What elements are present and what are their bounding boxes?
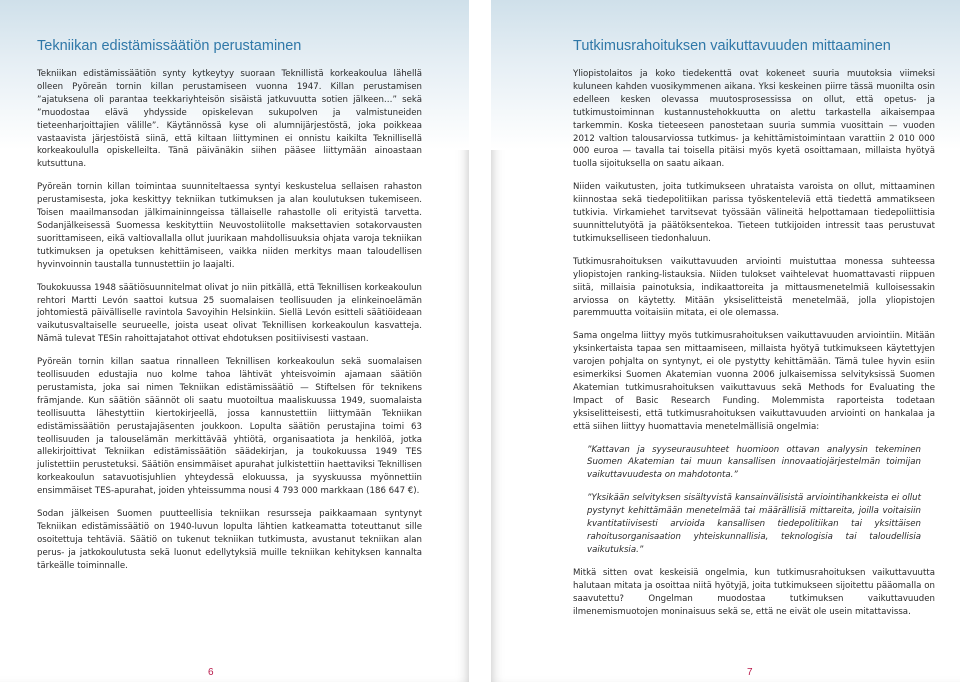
paragraph: Yliopistolaitos ja koko tiedekenttä ovat kokeneet suuria muutoksia viimeksi kuluneen kahden vuosikymmenen aikana. Yksi keskeinen piirre tässä muonilta osin edelleen kesken olevassa muutosprosessissa on ollut, että opetus- ja tutkimustoiminnan kustannustehokkuutta on alettu tarkastella aikaisempaa tarkemmin. Koska tieteeseen panostetaan suuria summia vuosittain — vuoden 2012 valtion talousarviossa tutkimus- ja kehittämistoimintaan varattiin 2 010 000 000 euroa — tavalla tai toisella pitäisi myös kyetä osoittamaan, millaista hyötyä tuolla sijoituksella on saatu aikaan. — [573, 69, 935, 170]
block-quote: ”Kattavan ja syyseurausuhteet huomioon ottavan analyysin tekeminen Suomen Akatemian tai muun kansallisen innovaatiojärjestelmän toimijan vaikuttavuudesta on mahdotonta.” — [587, 444, 921, 481]
paragraph: Sodan jälkeisen Suomen puutteellisia tekniikan resursseja paikkaamaan syntynyt Tekniikan edistämissäätiö on 1940-luvun lopulta lähtien katkeamatta toteuttanut sille osoitettuja tehtäviä. Säätiö on tukenut tekniikan tutkimusta, avustanut tekniikan alan perus- ja jatkokoulutusta sekä luonut edellytyksiä muille tekniikan kehityksen kannalta tärkeälle toiminnalle. — [37, 509, 422, 571]
paragraph: Tutkimusrahoituksen vaikuttavuuden arviointi muistuttaa monessa suhteessa yliopistojen ranking-listauksia. Niiden tulokset vaihtelevat huomattavasti riippuen siitä, millaisia painotuksia, indikaattoreita ja mittausmenetelmiä kulloisessakin arviossa on käytetty. Mitään yksiselitteistä menetelmää, jolla yliopistojen paremmuutta voitaisiin mitata, ei ole olemassa. — [573, 256, 935, 319]
paragraph: Pyöreän tornin killan toimintaa suunniteltaessa syntyi keskustelua sellaisen rahaston perustamisesta, joka keskittyy tekniikan tutkimuksen ja alan koulutuksen tukemiseen. Toisen maailmansodan jälkimaininngeissa tällaiselle rahastolle oli erityistä tarvetta. Sodanjälkeisessä Suomessa keskityttiin Neuvostoliitolle maksettavien sotakorvausten suorittamiseen, eikä valtiovallalla ollut juurikaan mahdollisuuksia ohjata varoja tekniikan tutkimuksen ja opetuksen kehittämiseen, vaikka niiden merkitys maan taloudellisen hyvinvoinnin taustalla tunnustettiin jo laajalti. — [37, 182, 422, 270]
page-number: 7 — [747, 667, 753, 678]
body-text — [573, 68, 935, 628]
page-number: 6 — [208, 667, 214, 678]
block-quote: ”Yksikään selvityksen sisältyvistä kansainvälisistä arviointihankkeista ei ollut pystynyt kehittämään menetelmää tai määrällisiä mittareita, joilla voitaisiin kvantitatiivisesti arvioida kansallisen tiedepolitiikan tai yksittäisen rahoitusorganisaation yhteiskunnallisia, teknologisia tai taloudellisia vaikutuksia.” — [587, 493, 921, 555]
paragraph: Toukokuussa 1948 säätiösuunnitelmat olivat jo niin pitkällä, että Teknillisen korkeakoulun rehtori Martti Levón saattoi kutsua 25 suomalaisen teollisuuden ja elinkeinoelämän johtomiestä päivälliselle ravintola Savoyihin Helsinkiin. Siellä Levón esitteli säätiöideaan vaikutusvaltaiselle seurueelle, joista useat olivat Teknillisen korkeakoulun kasvatteja. Nämä tulevat TESin rahoittajatahot ottivat ehdotuksen positiivisesti vastaan. — [37, 282, 422, 345]
page-title: Tekniikan edistämissäätiön perustaminen — [37, 38, 302, 54]
paragraph: Tekniikan edistämissäätiön synty kytkeytyy suoraan Teknillistä korkeakoulua lähellä olleen Pyöreän tornin killan perustamiseen vuonna 1947. Killan perustamisen ”ajatuksena oli parantaa teekkariyhteisön sisäistä jatkuvuutta sotien jälkeen…” sekä ”muodostaa elävä yhdysside opiskelevan sukupolven ja valmistuneiden tieteenharjoittajien välille”. Käytännössä kyse oli alumnijärjestöstä, joka poikkeaa vastaavista järjestöistä siinä, että kiltaan liittyminen ei onnistu kaikilta Teknillisellä korkeakoululla opiskelleilta. Tänä päivänäkin siihen pääsee liittymään ainoastaan kutsuttuna. — [37, 69, 422, 170]
paragraph: Pyöreän tornin killan saatua rinnalleen Teknillisen korkeakoulun sekä suomalaisen teollisuuden edustajia nuo kolme tahoa lähtivät yhteisvoimin ajamaan säätiön perustamista, joka sai nimen Tekniikan edistämissäätiö — Stiftelsen för teknikens främjande. Kun säätiön säännöt oli saatu muotoiltua maaliskuussa 1949, suomalaista teollisuutta lähestyttiin kiertokirjeellä, jossa kannustettiin liittymään Tekniikan edistämissäätiön perustajajäsenten joukkoon. Lopulta säätiön perustajina toimi 63 teollisuuden ja talouselämän merkittävää yhtiötä, organisaatiota ja henkilöä, jotka allekirjoittivat Tekniikan edistämissäätiön säädekirjan, ja toukokuussa 1949 TES julistettiin perustetuksi. Säätiön ensimmäiset apurahat julkistettiin haettaviksi Teknillisen korkeakoulun satavuotisjuhlien yhteydessä elokuussa, ja syyskuussa myönnettiin ensimmäiset TES-apurahat, joiden yhteissumma nousi 4 793 000 markkaan (186 647 €). — [37, 357, 422, 497]
paragraph: Mitkä sitten ovat keskeisiä ongelmia, kun tutkimusrahoituksen vaikuttavuutta halutaan mitata ja osoittaa niitä hyötyjä, joita tutkimukseen sijoitettu pääomalla on saavutettu? Ongelman muodostaa tutkimuksen vaikuttavuuden ilmenemismuotojen moninaisuus sekä se, että ne eivät ole usein mitattavissa. — [573, 567, 935, 617]
left-page — [0, 0, 469, 682]
page-title: Tutkimusrahoituksen vaikuttavuuden mittaaminen — [573, 38, 891, 54]
right-page — [491, 0, 960, 682]
paragraph: Sama ongelma liittyy myös tutkimusrahoituksen vaikuttavuuden arviointiin. Mitään yksinkertaista tapaa sen mittaamiseen, millaista hyötyä tutkimukseen käytettyjen varojen pohjalta on syntynyt, ei ole pystytty kehittämään. Tämä tulee hyvin esiin esimerkiksi Suomen Akatemian vuonna 2006 julkaisemissa selvityksissä Suomen Akatemian tutkimusrahoituksen vaikuttavuus sekä Methods for Evaluating the Impact of Basic Research Funding. Molemmista raporteista todetaan yksiselitteisesti, että tutkimusrahoituksen vaikuttavuuden arviointi on hankalaa ja että siihen liittyy huomattavia menetelmällisiä ongelmia: — [573, 331, 935, 432]
body-text — [37, 68, 422, 583]
spine-gutter — [469, 0, 491, 682]
paragraph: Niiden vaikutusten, joita tutkimukseen uhrataista varoista on ollut, mittaaminen kiinnostaa sekä tiedepolitiikan parissa työskenteleviä että tiedettä ammatikseen tutkivia. Virkamiehet tarvitsevat työssään välineitä helpottamaan tiedepoliittisia suunnittelutyötä ja päätöksentekoa. Tieteen tutkijoiden intressit taas perustuvat tutkimukselliseen tiedonhaluun. — [573, 182, 935, 244]
